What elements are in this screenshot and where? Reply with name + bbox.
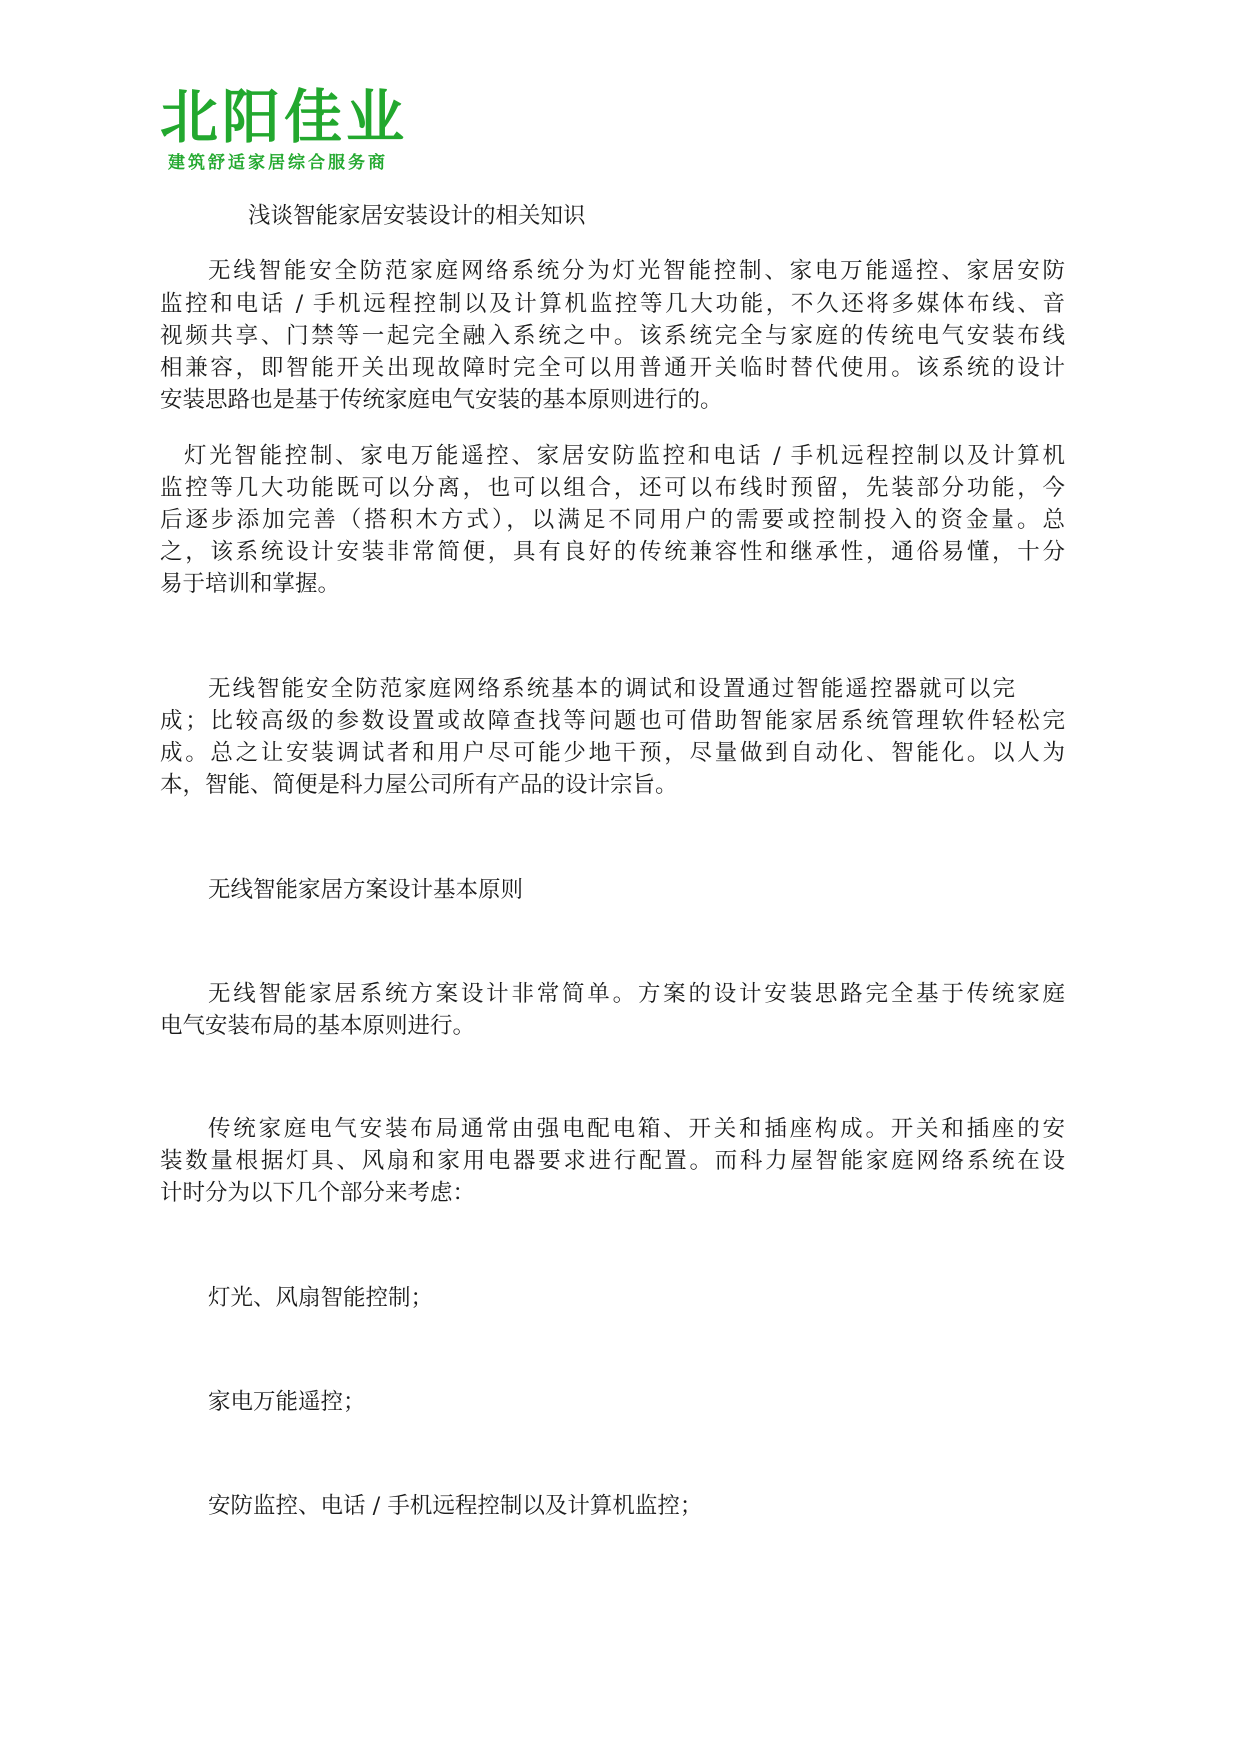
- document-title: 浅谈智能家居安装设计的相关知识: [248, 203, 586, 229]
- paragraph-line: 无线智能家居系统方案设计非常简单。方案的设计安装思路完全基于传统家庭: [208, 981, 1065, 1007]
- list-item: 家电万能遥控；: [208, 1389, 366, 1415]
- paragraph-line: 之，该系统设计安装非常简便，具有良好的传统兼容性和继承性，通俗易懂，十分: [160, 539, 1065, 565]
- paragraph-line: 装数量根据灯具、风扇和家用电器要求进行配置。而科力屋智能家庭网络系统在设: [160, 1148, 1065, 1174]
- paragraph-line: 视频共享、门禁等一起完全融入系统之中。该系统完全与家庭的传统电气安装布线: [160, 323, 1065, 349]
- list-item: 安防监控、电话 / 手机远程控制以及计算机监控；: [208, 1493, 703, 1519]
- section-heading: 无线智能家居方案设计基本原则: [208, 877, 524, 903]
- paragraph-line: 成。总之让安装调试者和用户尽可能少地干预，尽量做到自动化、智能化。以人为: [160, 740, 1065, 766]
- paragraph-line: 监控和电话 / 手机远程控制以及计算机监控等几大功能，不久还将多媒体布线、音: [160, 291, 1065, 317]
- paragraph-line: 无线智能安全防范家庭网络系统基本的调试和设置通过智能遥控器就可以完: [208, 676, 1015, 702]
- paragraph-line: 灯光智能控制、家电万能遥控、家居安防监控和电话 / 手机远程控制以及计算机: [184, 443, 1065, 469]
- paragraph-line: 计时分为以下几个部分来考虑：: [160, 1180, 476, 1206]
- paragraph-line: 监控等几大功能既可以分离，也可以组合，还可以布线时预留，先装部分功能，今: [160, 475, 1065, 501]
- paragraph-line: 传统家庭电气安装布局通常由强电配电箱、开关和插座构成。开关和插座的安: [208, 1116, 1065, 1142]
- paragraph-line: 无线智能安全防范家庭网络系统分为灯光智能控制、家电万能遥控、家居安防: [208, 258, 1065, 284]
- paragraph-line: 相兼容，即智能开关出现故障时完全可以用普通开关临时替代使用。该系统的设计: [160, 355, 1065, 381]
- company-logo: [160, 84, 450, 174]
- paragraph-line: 本，智能、简便是科力屋公司所有产品的设计宗旨。: [160, 772, 678, 798]
- paragraph-line: 易于培训和掌握。: [160, 571, 341, 597]
- logo-wordmark: 北阳佳业: [160, 83, 409, 151]
- paragraph-line: 后逐步添加完善（搭积木方式），以满足不同用户的需要或控制投入的资金量。总: [160, 507, 1065, 533]
- list-item: 灯光、风扇智能控制；: [208, 1285, 434, 1311]
- paragraph-line: 安装思路也是基于传统家庭电气安装的基本原则进行的。: [160, 387, 723, 413]
- paragraph-line: 电气安装布局的基本原则进行。: [160, 1013, 476, 1039]
- paragraph-line: 成；比较高级的参数设置或故障查找等问题也可借助智能家居系统管理软件轻松完: [160, 708, 1065, 734]
- logo-tagline: 建筑舒适家居综合服务商: [168, 153, 388, 173]
